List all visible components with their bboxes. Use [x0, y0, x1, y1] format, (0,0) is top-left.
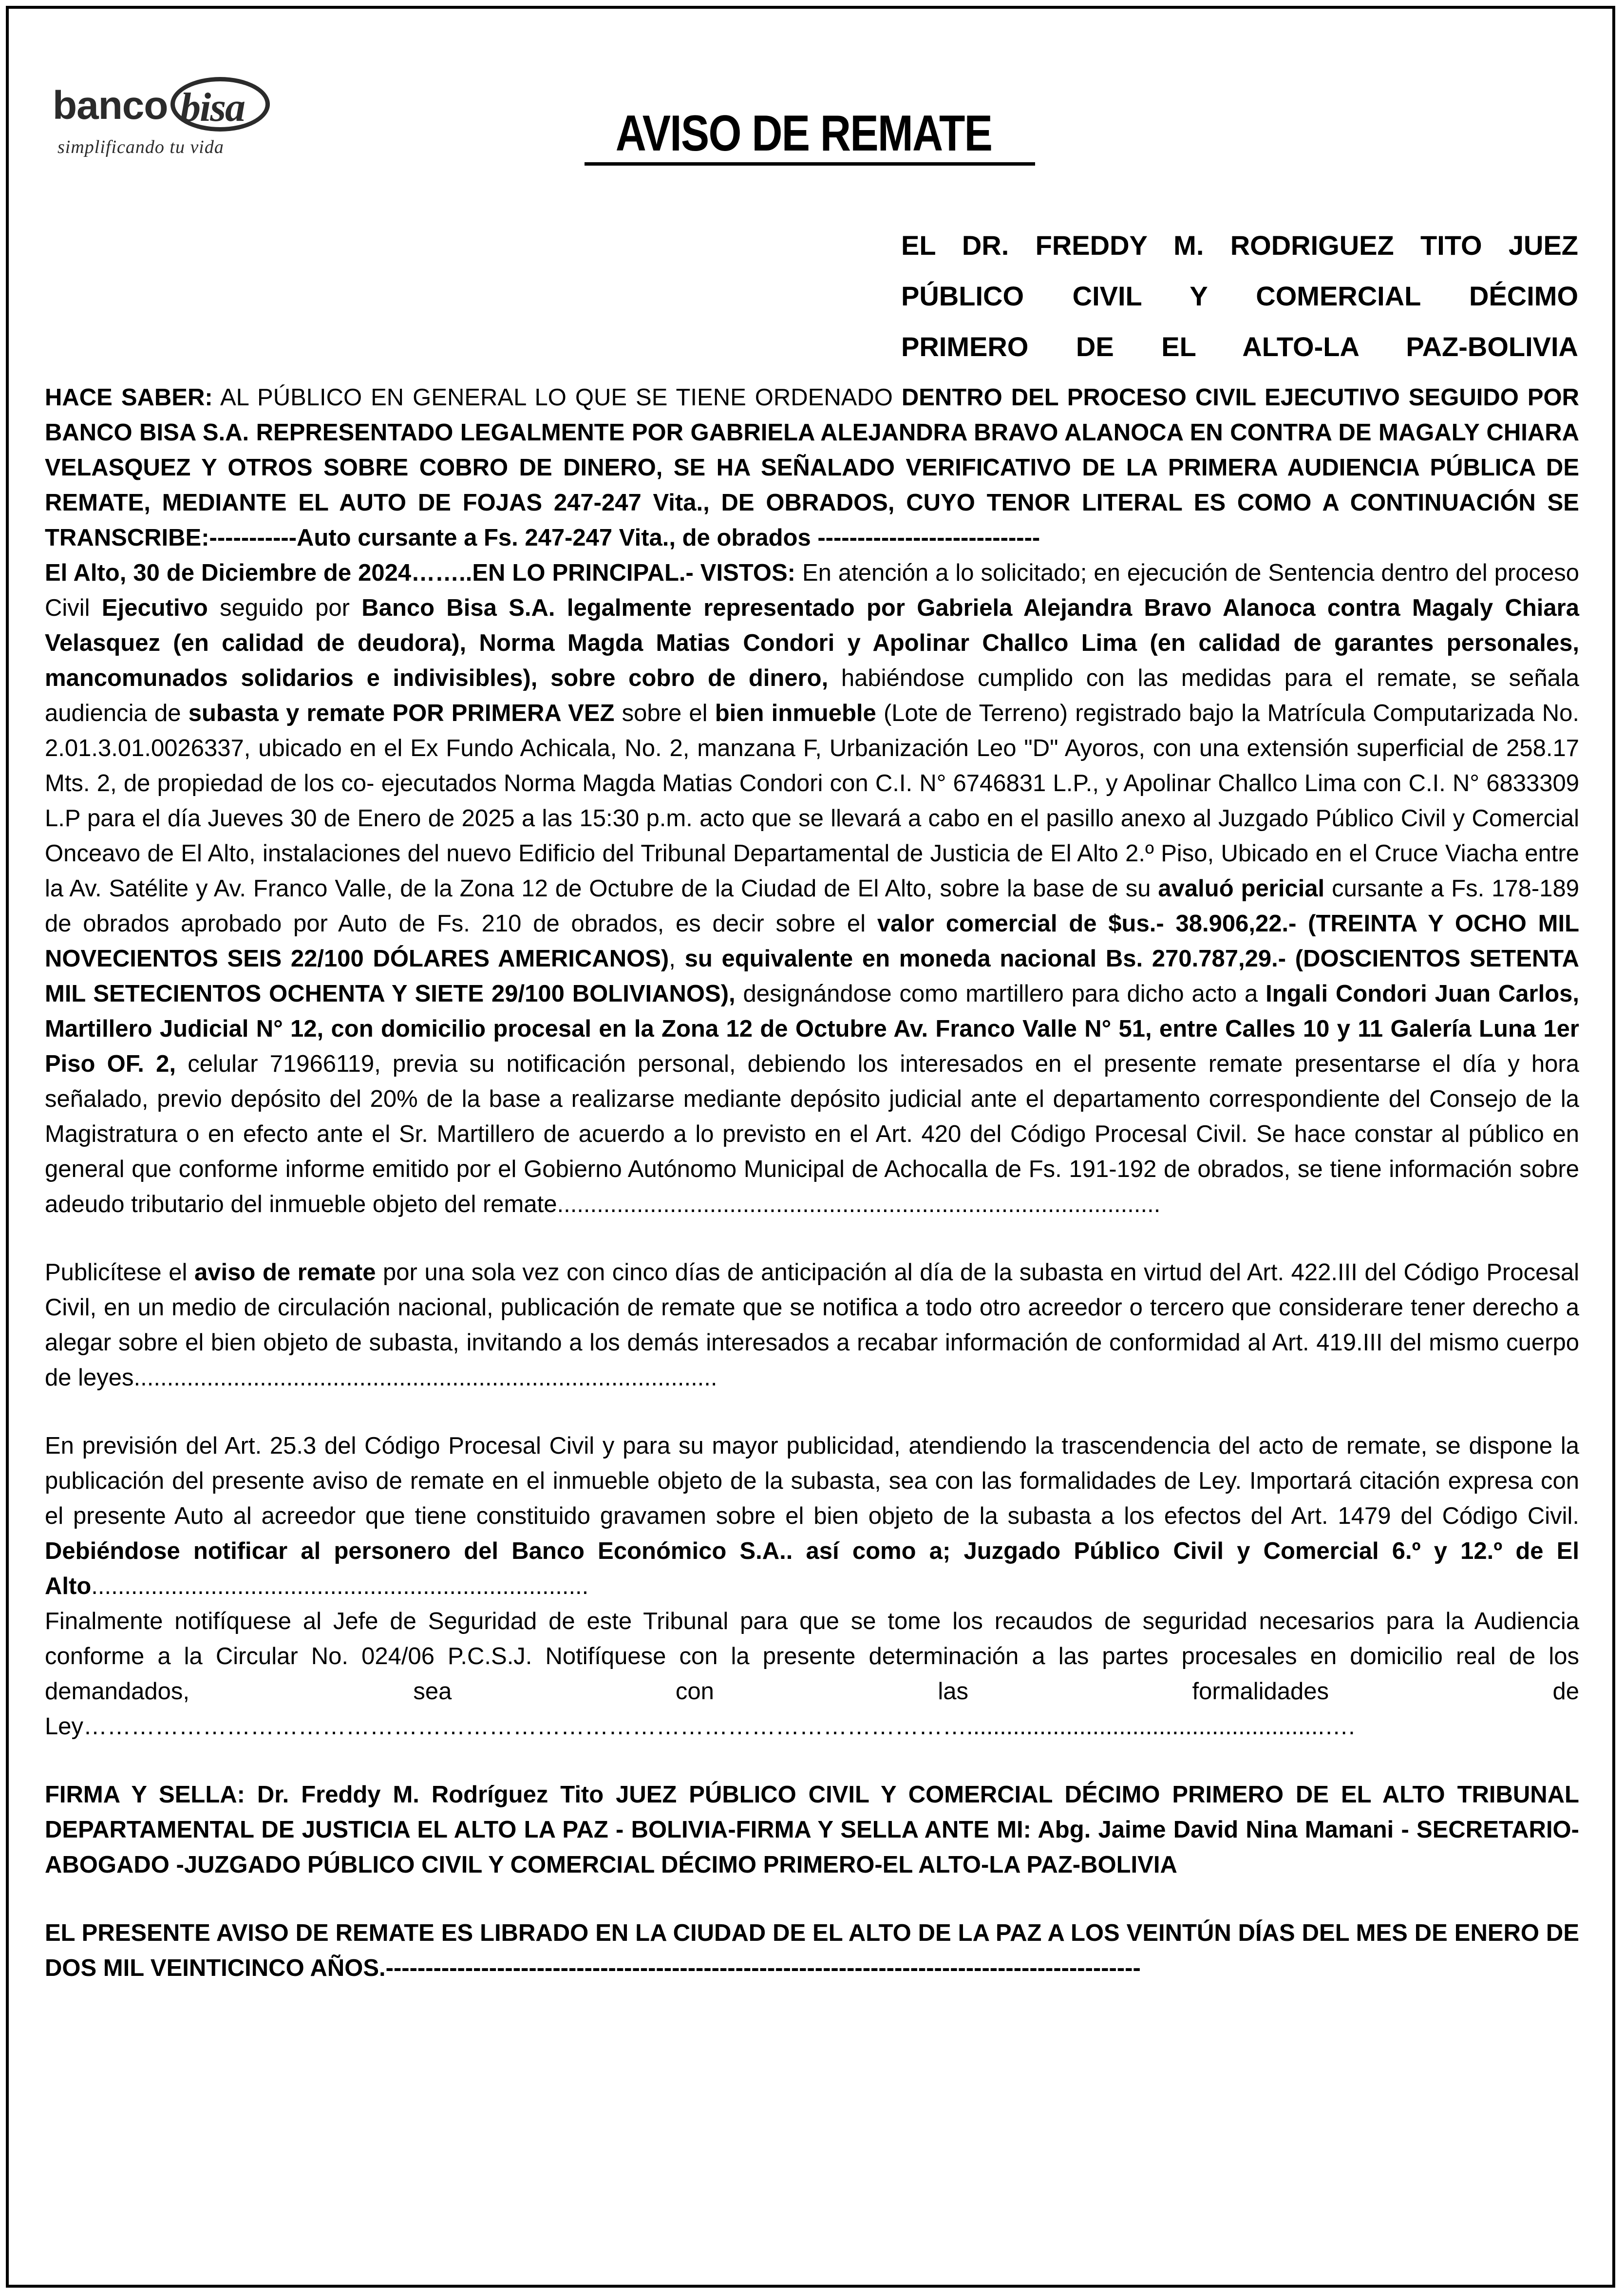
bold-span: FIRMA Y SELLA: Dr. Freddy M. Rodríguez Tito JUEZ PÚBLICO CIVIL Y COMERCIAL DÉCIMO PRIMERO DE EL ALTO TRIBUNAL DEPARTAMENTAL DE JUSTICIA EL ALTO LA PAZ - BOLIVIA-FIRMA Y SELLA ANTE MI: Abg. Jaime David Nina Mamani - SECRETARIO-ABOGADO -JUZGADO PÚBLICO CIVIL Y COMERCIAL DÉCIMO PRIMERO-EL ALTO-LA PAZ-BOLIVIA [45, 1782, 1579, 1878]
heading-line-3: PRIMERO DE EL ALTO-LA PAZ-BOLIVIA [901, 331, 1578, 362]
bold-span: Ingali Condori Juan Carlos, Martillero Judicial N° 12, con domicilio procesal en la Zona 12 de Octubre Av. Franco Valle N° 51, entre Calles 10 y 11 Galería Luna 1er Piso OF. 2, [45, 981, 1579, 1077]
bold-span: EL PRESENTE AVISO DE REMATE ES LIBRADO EN LA CIUDAD DE EL ALTO DE LA PAZ A LOS VEINTÚN DÍAS DEL MES DE ENERO DE DOS MIL VEINTICINCO AÑOS.----------------------------------------------------------------------------------------------- [45, 1920, 1579, 1981]
banco-bisa-logo [53, 73, 277, 166]
bold-span: aviso de remate [194, 1259, 376, 1286]
text-span: sobre el [614, 700, 715, 726]
text-span: ........................................................................... [91, 1573, 589, 1599]
bold-span: Ejecutivo [101, 595, 208, 621]
text-span: por una sola vez con cinco días de anticipación al día de la subasta en virtud del Art. 422.III del Código Procesal Civil, en un medio de circulación nacional, publicación de remate que se notifica a todo otro acreedor o tercero que considerare tener derecho a alegar sobre el bien objeto de subasta, invitando a los demás interesados a recabar información de conformidad al Art. 419.III del mismo cuerpo de leyes........................................................................................ [45, 1259, 1580, 1391]
judge-heading [901, 220, 1578, 372]
bold-span: avaluó pericial [1158, 875, 1325, 902]
paragraph-auto [45, 555, 1579, 1222]
paragraph-publicitese [45, 1255, 1579, 1395]
heading-line-1: EL DR. FREDDY M. RODRIGUEZ TITO JUEZ [901, 230, 1578, 261]
text-span: celular 71966119, previa su notificación personal, debiendo los interesados en el presente remate presentarse el día y hora señalado, previo depósito del 20% de la base a realizarse mediante depósito judicial ante el departamento correspondiente del Consejo de la Magistratura o en efecto ante el Sr. Martillero de acuerdo a lo previsto en el Art. 420 del Código Procesal Civil. Se hace constar al público en general que conforme informe emitido por el Gobierno Autónomo Municipal de Achocalla de Fs. 191-192 de obrados, se tiene información sobre adeudo tributario del inmueble objeto del remate........................................................................................... [45, 1051, 1579, 1217]
document-body [45, 380, 1579, 1986]
text-span: En previsión del Art. 25.3 del Código Procesal Civil y para su mayor publicidad, atendiendo la trascendencia del acto de remate, se dispone la publicación del presente aviso de remate en el inmueble objeto de la subasta, sea con las formalidades de Ley. Importará citación expresa con el presente Auto al acreedor que tiene constituido gravamen sobre el bien objeto de la subasta a los efectos del Art. 1479 del Código Civil. [45, 1433, 1579, 1529]
spacer [45, 1882, 1579, 1915]
spacer [45, 1744, 1579, 1777]
paragraph-closing [45, 1915, 1579, 1986]
bold-span: subasta y remate POR PRIMERA VEZ [188, 700, 615, 726]
logo-tagline: simplificando tu vida [57, 137, 224, 157]
text-span: designándose como martillero para dicho acto a [735, 981, 1266, 1007]
bold-span: DENTRO DEL PROCESO CIVIL EJECUTIVO SEGUIDO POR BANCO BISA S.A. REPRESENTADO LEGALMENTE POR GABRIELA ALEJANDRA BRAVO ALANOCA EN CONTRA DE MAGALY CHIARA VELASQUEZ Y OTROS SOBRE COBRO DE DINERO, SE HA SEÑALADO VERIFICATIVO DE LA PRIMERA AUDIENCIA PÚBLICA DE REMATE, MEDIANTE EL AUTO DE FOJAS 247-247 Vita., DE OBRADOS, CUYO TENOR LITERAL ES COMO A CONTINUACIÓN SE TRANSCRIBE:-----------Auto cursante a Fs. 247-247 Vita., de obrados ---------------------------- [45, 384, 1579, 551]
text-span: habiéndose cumplido con las medidas para el remate, se señala audiencia de [45, 665, 1579, 726]
spacer [45, 1222, 1579, 1255]
text-span: cursante a Fs. 178-189 de obrados aprobado por Auto de Fs. 210 de obrados, es decir sobre el [45, 875, 1580, 937]
text-span: Publicítese el [45, 1259, 195, 1286]
hace-saber-label: HACE SABER: [45, 384, 213, 411]
text-span: seguido por [208, 595, 362, 621]
text-span: (Lote de Terreno) registrado bajo la Matrícula Computarizada No. 2.01.3.01.0026337, ubicado en el Ex Fundo Achicala, No. 2, manzana F, Urbanización Leo "D" Ayoros, con una extensión superficial de 258.17 Mts. 2, de propiedad de los co- ejecutados Norma Magda Matias Condori con C.I. N° 6746831 L.P., y Apolinar Challco Lima con C.I. N° 6833309 L.P para el día Jueves 30 de Enero de 2025 a las 15:30 p.m. acto que se llevará a cabo en el pasillo anexo al Juzgado Público Civil y Comercial Onceavo de El Alto, instalaciones del nuevo Edificio del Tribunal Departamental de Justicia de El Alto 2.º Piso, Ubicado en el Cruce Viacha entre la Av. Satélite y Av. Franco Valle, de la Zona 12 de Octubre de la Ciudad de El Alto, sobre la base de su [45, 700, 1579, 902]
paragraph-prevision [45, 1428, 1579, 1744]
bold-span: bien inmueble [715, 700, 876, 726]
bold-span: Debiéndose notificar al personero del Banco Económico S.A.. así como a; Juzgado Público Civil y Comercial 6.º y 12.º de El Alto [45, 1538, 1579, 1599]
auto-date-label: El Alto, 30 de Diciembre de 2024……..EN LO PRINCIPAL.- VISTOS: [45, 560, 795, 586]
logo-word: banco [53, 83, 168, 128]
title-underline [585, 162, 1035, 166]
bold-span: valor comercial de $us.- 38.906,22.- (TREINTA Y OCHO MIL NOVECIENTOS SEIS 22/100 DÓLARES AMERICANOS) [45, 910, 1580, 972]
logo-mark: bisa [180, 85, 245, 130]
heading-line-2: PÚBLICO CIVIL Y COMERCIAL DÉCIMO [901, 281, 1578, 311]
paragraph-hace-saber [45, 380, 1579, 555]
text-span: Finalmente notifíquese al Jefe de Seguridad de este Tribunal para que se tome los recaudos de seguridad necesarios para la Audiencia conforme a la Circular No. 024/06 P.C.S.J. Notifíquese con la presente determinación a las partes procesales en domicilio real de los demandados, sea con las formalidades de Ley…………………………………………………………………………………………………......................................................…. [45, 1608, 1579, 1740]
paragraph-firma-sella [45, 1777, 1579, 1882]
text-span: , [669, 946, 685, 972]
spacer [45, 1395, 1579, 1428]
document-title: AVISO DE REMATE [615, 105, 992, 162]
text-span: AL PÚBLICO EN GENERAL LO QUE SE TIENE ORDENADO [212, 384, 902, 411]
text-span: En atención a lo solicitado; en ejecución de Sentencia dentro del proceso Civil [45, 560, 1579, 621]
bold-span: Banco Bisa S.A. legalmente representado por Gabriela Alejandra Bravo Alanoca contra Magaly Chiara Velasquez (en calidad de deudora), Norma Magda Matias Condori y Apolinar Challco Lima (en calidad de garantes personales, mancomunados solidarios e indivisibles), sobre cobro de dinero, [45, 595, 1579, 691]
bold-span: su equivalente en moneda nacional Bs. 270.787,29.- (DOSCIENTOS SETENTA MIL SETECIENTOS OCHENTA Y SIETE 29/100 BOLIVIANOS), [45, 946, 1579, 1007]
